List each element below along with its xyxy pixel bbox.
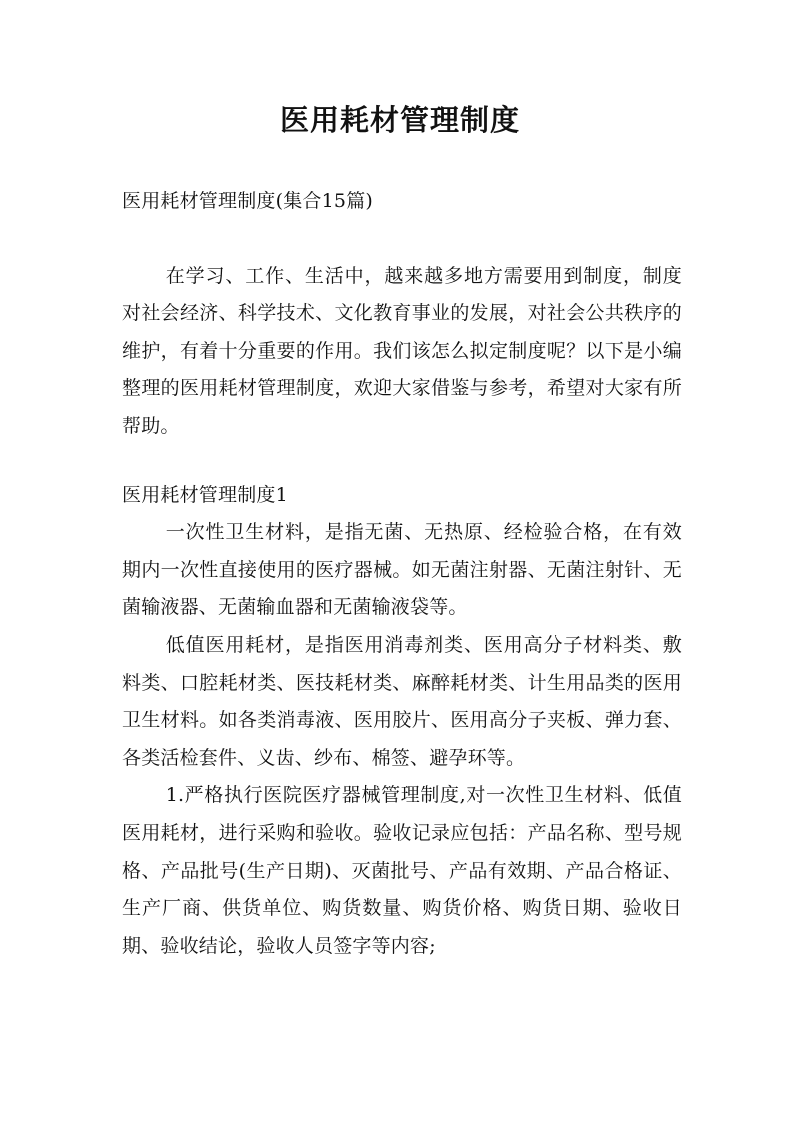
document-subtitle: 医用耗材管理制度(集合15篇) [122, 190, 374, 212]
body-paragraph: 1.严格执行医院医疗器械管理制度,对一次性卫生材料、低值医用耗材，进行采购和验收。验收记录应包括：产品名称、型号规格、产品批号(生产日期)、灭菌批号、产品有效期、产品合格证、生产厂商、供货单位、购货数量、购货价格、购货日期、验收日期、验收结论，验收人员签字等内容; [122, 784, 682, 957]
document-body [122, 183, 682, 965]
intro-paragraph: 在学习、工作、生活中，越来越多地方需要用到制度，制度对社会经济、科学技术、文化教育事业的发展，对社会公共秩序的维护，有着十分重要的作用。我们该怎么拟定制度呢？以下是小编整理的医用耗材管理制度，欢迎大家借鉴与参考，希望对大家有所帮助。 [122, 264, 682, 437]
body-paragraph: 一次性卫生材料，是指无菌、无热原、经检验合格，在有效期内一次性直接使用的医疗器械。如无菌注射器、无菌注射针、无菌输液器、无菌输血器和无菌输液袋等。 [122, 521, 682, 619]
document-title: 医用耗材管理制度 [279, 103, 520, 137]
section-heading: 医用耗材管理制度1 [122, 483, 288, 506]
body-paragraph: 低值医用耗材，是指医用消毒剂类、医用高分子材料类、敷料类、口腔耗材类、医技耗材类、麻醉耗材类、计生用品类的医用卫生材料。如各类消毒液、医用胶片、医用高分子夹板、弹力套、各类活检套件、义齿、纱布、棉签、避孕环等。 [122, 633, 682, 769]
